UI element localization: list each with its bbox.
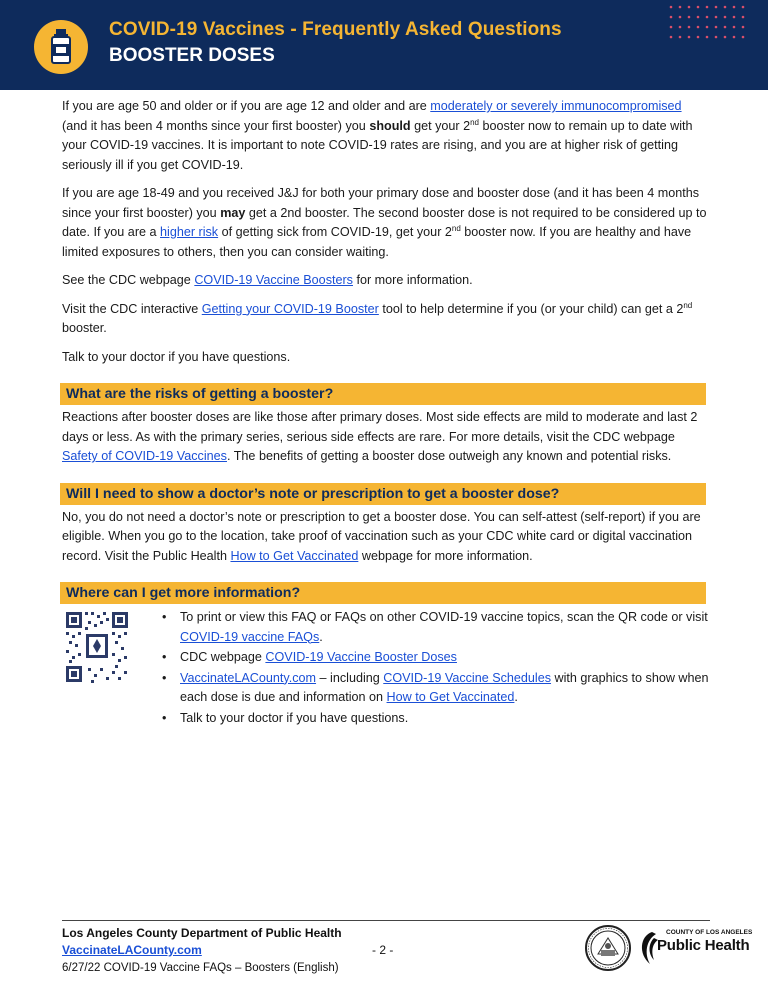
footer-divider	[62, 920, 710, 921]
page-subtitle: BOOSTER DOSES	[109, 45, 275, 66]
intro-paragraph-5: Talk to your doctor if you have questions.	[62, 349, 291, 364]
text: tool to help determine if you (or your child) can get a 2	[378, 301, 684, 316]
text: . The benefits of getting a booster dose outweigh any known and potential risks.	[226, 449, 672, 463]
page-content	[62, 97, 710, 729]
superscript: nd	[451, 223, 461, 233]
text: get a 2nd booster. The second booster dose is not required to be considered up to date. If you are a	[62, 205, 707, 239]
more-info-heading: Where can I get more information?	[60, 582, 706, 604]
risks-paragraph	[62, 408, 710, 467]
more-info-section	[62, 608, 710, 729]
text: – including	[316, 670, 384, 685]
how-to-get-vaccinated-link-2[interactable]: How to Get Vaccinated	[386, 690, 515, 704]
county-seal-icon	[584, 924, 632, 972]
text: (and it has been 4 months since your first booster) you	[62, 118, 370, 133]
text: .	[319, 629, 323, 644]
list-item: • Talk to your doctor if you have questions.	[154, 709, 710, 729]
vaccine-schedules-link[interactable]: COVID-19 Vaccine Schedules	[383, 670, 552, 685]
list-item	[154, 648, 710, 668]
public-health-logo-text: Public Health	[657, 937, 750, 954]
text: Visit the CDC interactive	[62, 301, 202, 316]
risks-heading: What are the risks of getting a booster?	[60, 383, 706, 405]
booster-doses-link[interactable]: COVID-19 Vaccine Booster Doses	[265, 650, 457, 664]
public-health-logo-small-text: COUNTY OF LOS ANGELES	[666, 929, 753, 936]
how-to-get-vaccinated-link[interactable]: How to Get Vaccinated	[230, 548, 359, 563]
text: Reactions after booster doses are like those after primary doses. Most side effects are mild to moderate and last 2 days or less. As with the primary series, serious side effects are rare. For more details, visit the CDC webpage	[62, 410, 698, 444]
superscript: nd	[683, 300, 693, 310]
text: get your 2	[410, 118, 471, 133]
text: with graphics to show when each dose is due and information on	[180, 670, 709, 704]
footer-website-link[interactable]: VaccinateLACounty.com	[62, 943, 202, 957]
vaccine-safety-link[interactable]: Safety of COVID-19 Vaccines	[62, 449, 227, 463]
vaccinate-la-county-link[interactable]: VaccinateLACounty.com	[180, 670, 317, 685]
text: No, you do not need a doctor’s note or prescription to get a booster dose. You can self-attest (self-report) if you are eligible. When you go to the location, take proof of vaccination such as your CDC white card or digital vaccination record. Visit the Public Health	[62, 509, 701, 563]
text: booster.	[62, 321, 107, 335]
text: .	[514, 690, 518, 704]
immunocompromised-link[interactable]: moderately or severely immunocompromised	[430, 99, 682, 113]
text: To print or view this FAQ or FAQs on other COVID-19 vaccine topics, scan the QR code or visit	[180, 610, 708, 624]
intro-paragraph-1	[62, 97, 710, 175]
bold-text: may	[220, 205, 246, 220]
list-item	[154, 669, 710, 708]
superscript: nd	[470, 117, 480, 127]
text: CDC webpage	[180, 650, 266, 664]
vaccine-boosters-link[interactable]: COVID-19 Vaccine Boosters	[194, 273, 353, 287]
page-number: - 2 -	[372, 943, 394, 957]
text: If you are age 18-49 and you received J&J for both your primary dose and booster dose (and it has been 4 months since your first booster) you	[62, 186, 700, 220]
text: of getting sick from COVID-19, get your 2	[218, 225, 452, 239]
text: booster now. If you are healthy and have limited exposures to others, then you can consider waiting.	[62, 225, 692, 259]
text: for more information.	[352, 273, 473, 287]
intro-paragraph-4	[62, 300, 710, 339]
text: webpage for more information.	[358, 548, 533, 563]
page-title: COVID-19 Vaccines - Frequently Asked Questions	[109, 19, 562, 40]
qr-code-icon[interactable]	[64, 608, 130, 686]
intro-paragraph-2	[62, 184, 710, 262]
booster-tool-link[interactable]: Getting your COVID-19 Booster	[201, 301, 379, 316]
footer-org: Los Angeles County Department of Public Health	[62, 926, 342, 940]
higher-risk-link[interactable]: higher risk	[160, 225, 219, 239]
doctor-note-paragraph	[62, 508, 710, 567]
vaccine-vial-icon	[34, 20, 88, 74]
page-header	[0, 0, 768, 90]
text: If you are age 50 and older or if you are age 12 and older and are	[62, 99, 431, 113]
text: booster now to remain up to date with your COVID-19 vaccines. It is important to note COVID-19 rates are rising, and you are at higher risk of getting seriously ill if you get COVID-19.	[62, 118, 693, 172]
more-info-list	[154, 608, 710, 729]
text: See the CDC webpage	[62, 273, 195, 287]
intro-paragraph-3	[62, 271, 710, 291]
footer-date-line: 6/27/22 COVID-19 Vaccine FAQs – Boosters (English)	[62, 962, 339, 974]
list-item	[154, 608, 710, 647]
bold-text: should	[369, 118, 411, 133]
doctor-note-heading: Will I need to show a doctor’s note or prescription to get a booster dose?	[60, 483, 706, 505]
vaccine-faqs-link[interactable]: COVID-19 vaccine FAQs	[180, 629, 320, 644]
decorative-dots-icon	[666, 3, 752, 51]
